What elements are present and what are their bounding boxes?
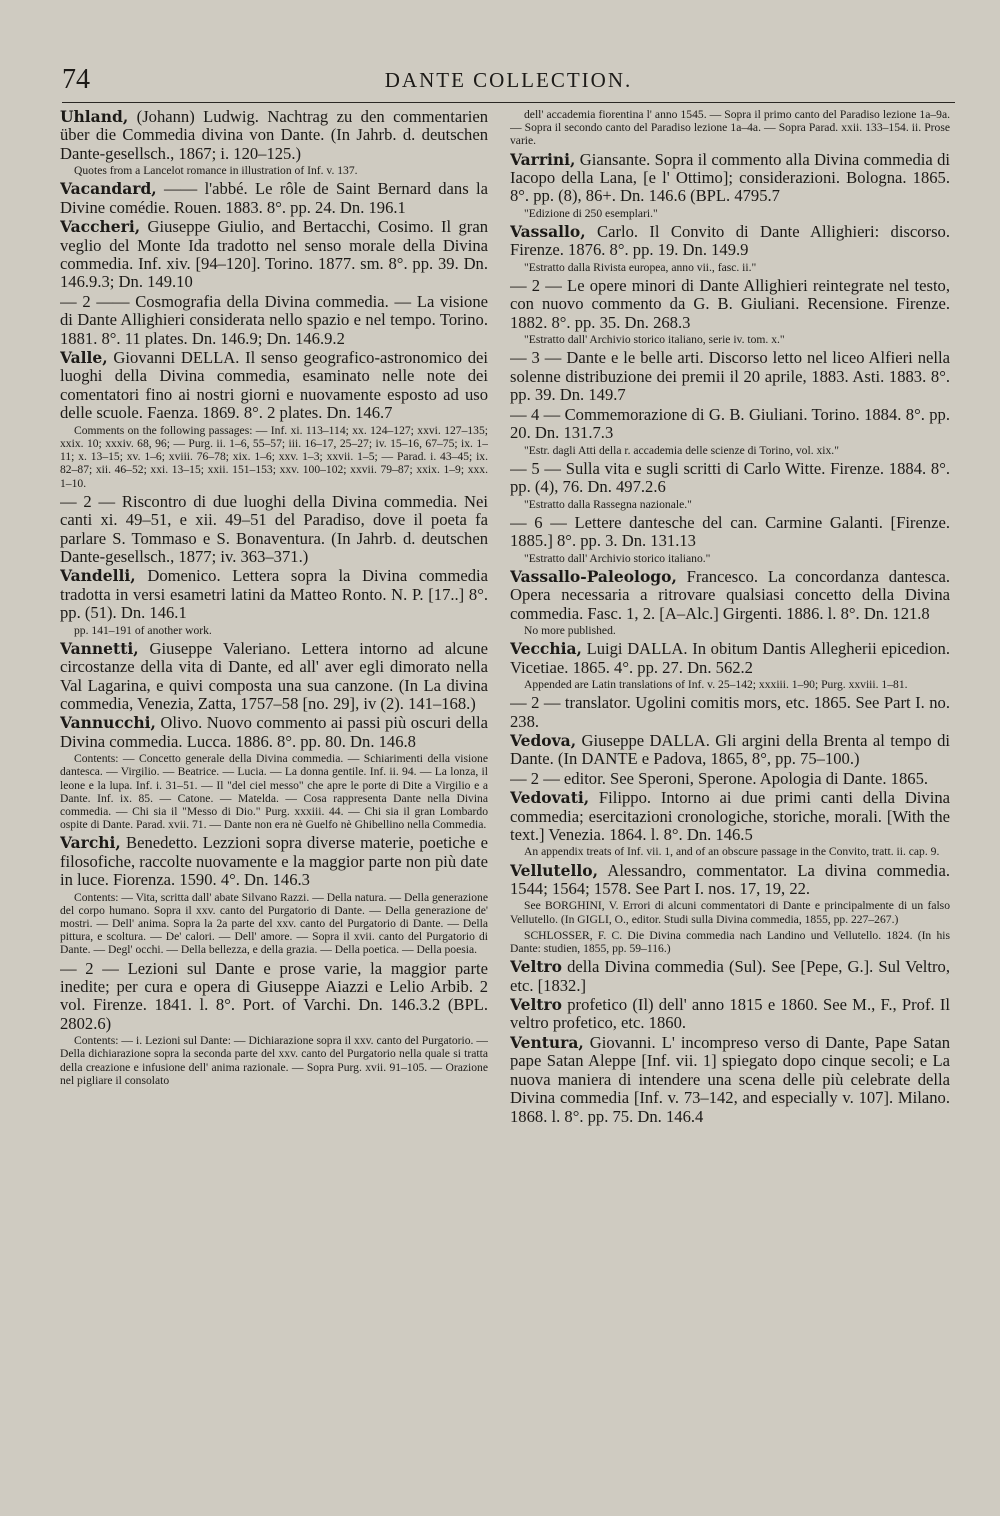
entry-heading: Vaccheri,	[60, 217, 141, 237]
entry-heading: Varchi,	[60, 833, 121, 853]
entry-text: Olivo. Nuovo commento ai passi più oscuri della Divina commedia. Lucca. 1886. 8°. pp. 80. Dn. 146.8	[60, 713, 488, 751]
entry-heading: Vassallo-Paleologo,	[510, 566, 677, 586]
entry-text: dell' accademia fiorentina l' anno 1545. — Sopra il primo canto del Paradiso lezione 1a–9a. — Sopra il secondo canto del Paradiso lezione 1a–4a. — Sopra Parad. xxii. 133–154. ii. Prose varie.	[510, 108, 950, 148]
catalog-note	[510, 444, 950, 457]
entry-text: "Estratto dall' Archivio storico italiano."	[524, 551, 711, 565]
entry-text: — 2 — Lezioni sul Dante e prose varie, la maggior parte inedite; per cura e opera di Giuseppe Aiazzi e Lelio Arbib. 2 vol. Firenze. 1841. l. 8°. Port. of Varchi. Dn. 146.3.2 (BPL. 2802.6)	[60, 958, 488, 1033]
catalog-entry	[510, 862, 950, 899]
entry-text: Francesco. La concordanza dantesca. Opera necessaria a ritrovare qualsiasi concetto della Divina commedia. Fasc. 1, 2. [A–Alc.] Girgenti. 1886. l. 8°. Dn. 121.8	[510, 566, 950, 623]
catalog-entry	[60, 714, 488, 751]
entry-text: — 2 — Le opere minori di Dante Allighieri reintegrate nel testo, con nuovo commento da G. B. Giuliani. Recensione. Firenze. 1882. 8°. pp. 35. Dn. 268.3	[510, 276, 950, 332]
entry-text: SCHLOSSER, F. C. Die Divina commedia nach Landino und Vellutello. 1824. (In his Dante: studien, 1855, pp. 59–116.)	[510, 928, 950, 956]
catalog-entry	[510, 349, 950, 404]
catalog-entry	[510, 223, 950, 260]
catalog-note	[60, 1034, 488, 1087]
entry-text: No more published.	[524, 623, 616, 637]
entry-text: "Estr. dagli Atti della r. accademia delle scienze di Torino, vol. xix."	[524, 443, 839, 457]
catalog-entry	[60, 108, 488, 163]
entry-text: Domenico. Lettera sopra la Divina commedia tradotta in versi esametri latini da Matteo Ronto. N. P. [17..] 8°. pp. (51). Dn. 146.1	[60, 566, 488, 623]
catalog-entry	[510, 460, 950, 497]
entry-heading: Vedovati,	[510, 788, 590, 808]
entry-text: — 3 — Dante e le belle arti. Discorso letto nel liceo Alfieri nella solenne distribuzione dei premii il 20 aprile, 1883. Asti. 1883. 8°. pp. 39. Dn. 149.7	[510, 348, 950, 405]
entry-text: Contents: — Concetto generale della Divina commedia. — Schiarimenti della visione dantesca. — Virgilio. — Beatrice. — Lucia. — La donna gentile. Inf. ii. 94. — La lonza, il leone e la lupa. Inf. i. 31–51. — Il "del ciel messo" che apre le porte di Dite a Virgilio e a Dante. Inf. ix. 85. — Catone. — Matelda. — Cosa rappresenta Dante nella Divina commedia. — Chi sia il "Messo di Dio." Purg. xxxiii. 44. — Chi sia il gran Lombardo ospite di Dante. Parad. xvii. 71. — Dante non era nè Guelfo nè Ghibellino nella Commedia.	[60, 752, 488, 832]
header-rule	[62, 102, 955, 103]
entry-text: Appended are Latin translations of Inf. v. 25–142; xxxiii. 1–90; Purg. xxviii. 1–81.	[524, 677, 908, 691]
catalog-entry	[510, 277, 950, 332]
catalog-note	[510, 552, 950, 565]
catalog-entry	[510, 514, 950, 551]
catalog-note	[510, 261, 950, 274]
catalog-note	[60, 752, 488, 831]
entry-text: della Divina commedia (Sul). See [Pepe, G.]. Sul Veltro, etc. [1832.]	[510, 957, 950, 995]
entry-heading: Varrini,	[510, 149, 576, 169]
entry-heading: Vannetti,	[60, 638, 139, 658]
entry-heading: Vellutello,	[510, 860, 599, 880]
catalog-entry	[60, 567, 488, 622]
entry-text: "Edizione di 250 esemplari."	[524, 206, 658, 220]
entry-text: Giovanni DELLA. Il senso geografico-astronomico dei luoghi della Divina commedia, esaminato nelle note dei comentatori fino ai nostri giorni e nuovamente esposto ad uso delle scuole. Faenza. 1869. 8°. 2 plates. Dn. 146.7	[60, 348, 488, 423]
catalog-note	[60, 164, 488, 177]
entry-heading: Veltro	[510, 957, 563, 977]
entry-text: Benedetto. Lezzioni sopra diverse materie, poetiche e filosofiche, raccolte nuovamente e la maggior parte non più date in luce. Fiorenza. 1590. 4°. Dn. 146.3	[60, 833, 488, 890]
catalog-note	[60, 424, 488, 490]
catalog-entry	[510, 1034, 950, 1126]
entry-heading: Vacandard,	[60, 179, 157, 199]
catalog-note	[510, 929, 950, 955]
catalog-entry	[510, 996, 950, 1033]
entry-text: — 2 —— Cosmografia della Divina commedia. — La visione di Dante Allighieri considerata nello spazio e nel tempo. Torino. 1881. 8°. 11 plates. Dn. 146.9; Dn. 146.9.2	[60, 291, 488, 348]
catalog-entry	[60, 834, 488, 889]
catalog-note	[510, 207, 950, 220]
catalog-note	[510, 108, 950, 148]
entry-text: Luigi DALLA. In obitum Dantis Allegherii epicedion. Vicetiae. 1865. 4°. pp. 27. Dn. 562.2	[510, 639, 950, 677]
catalog-entry	[60, 349, 488, 423]
entry-text: An appendix treats of Inf. vii. 1, and of an obscure passage in the Convito, tratt. ii. cap. 9.	[524, 845, 940, 859]
entry-heading: Uhland,	[60, 108, 129, 126]
entry-heading: Vandelli,	[60, 566, 136, 586]
entry-heading: Vassallo,	[510, 222, 586, 242]
entry-text: — 6 — Lettere dantesche del can. Carmine Galanti. [Firenze. 1885.] 8°. pp. 3. Dn. 131.13	[510, 512, 950, 551]
entry-text: — 2 — translator. Ugolini comitis mors, etc. 1865. See Part I. no. 238.	[510, 693, 950, 731]
entry-text: Comments on the following passages: — Inf. xi. 113–114; xx. 124–127; xxvi. 127–135; xxix. 10; xxxiv. 68, 96; — Purg. ii. 1–6, 55–57; iii. 16–17, 25–27; iv. 15–16, 67–75; ix. 1–11; x. 13–15; xv. 1–6; xviii. 76–78; xix. 1–6; xxv. 1–3; xxvii. 1–5; — Parad. i. 43–45; ix. 82–87; xii. 46–52; xxi. 13–15; xxii. 151–153; xxv. 100–102; xxvii. 79–87; xxix. 1–9; xxx. 1–10.	[60, 423, 488, 490]
catalog-entry	[510, 568, 950, 623]
catalog-entry	[60, 640, 488, 714]
entry-text: Giansante. Sopra il commento alla Divina commedia di Iacopo della Lana, [e l' Ottimo]; considerazioni. Bologna. 1865. 8°. pp. (8), 86+. Dn. 146.6 (BPL. 4795.7	[510, 149, 950, 206]
entry-heading: Vecchia,	[510, 639, 582, 659]
entry-heading: Veltro	[510, 995, 563, 1015]
entry-text: "Estratto dalla Rivista europea, anno vii., fasc. ii."	[524, 260, 757, 274]
entry-text: Giovanni. L' incompreso verso di Dante, Pape Satan pape Satan Aleppe [Inf. vii. 1] spiegato dopo cinque secoli; e La nuova maniera di intendere una scena delle più celebrate della Divina commedia [Inf. v. 73–142, and especially v. 107]. Milano. 1868. l. 8°. pp. 75. Dn. 146.4	[510, 1032, 950, 1126]
entry-text: (Johann) Ludwig. Nachtrag zu den commentarien über die Commedia divina von Dante. (In Jahrb. d. deutschen Dante-gesellsch., 1867; i. 120–125.)	[60, 108, 488, 163]
catalog-note	[510, 498, 950, 511]
catalog-entry	[510, 770, 950, 788]
entry-text: Contents: — i. Lezioni sul Dante: — Dichiarazione sopra il xxv. canto del Purgatorio. — Della dichiarazione sopra la seconda parte del xxv. canto del Purgatorio nella quale si tratta della creazione e infusione dell' anima razionale. — Sopra Purg. xvii. 91–105. — Orazione nel pigliare il consolato	[60, 1034, 488, 1087]
catalog-entry	[510, 732, 950, 769]
entry-text: "Estratto dall' Archivio storico italiano, serie iv. tom. x."	[524, 333, 785, 347]
entry-text: Contents: — Vita, scritta dall' abate Silvano Razzi. — Della natura. — Della generazione del corpo humano. Sopra il xxv. canto del Purgatorio di Dante. — Della generazione de' mostri. — Dell' anima. Sopra la 2a parte del xxv. canto del Purgatorio di Dante. — Della pittura, e scoltura. — De' calori. — Dell' amore. — Sopra il xvii. canto del Purgatorio di Dante. — Degl' occhi. — Della bellezza, e della grazia. — Della poetica. — Della poesia.	[60, 890, 488, 957]
catalog-entry	[510, 958, 950, 995]
catalog-entry	[60, 293, 488, 348]
catalog-entry	[510, 640, 950, 677]
entry-text: Alessandro, commentator. La divina commedia. 1544; 1564; 1578. See Part I. nos. 17, 19, 22.	[510, 860, 950, 899]
catalog-entry	[510, 151, 950, 206]
entry-text: See BORGHINI, V. Errori di alcuni commentatori di Dante e principalmente di un falso Vellutello. (In GIGLI, O., editor. Studi sulla Divina commedia, 1855, pp. 227–267.)	[510, 899, 950, 926]
catalog-entry	[510, 694, 950, 731]
catalog-entry	[510, 789, 950, 844]
left-column	[60, 108, 488, 1508]
catalog-note	[60, 624, 488, 637]
entry-text: Giuseppe Giulio, and Bertacchi, Cosimo. Il gran veglio del Monte Ida tradotto nel senso morale della Divina commedia. Inf. xiv. [94–120]. Torino. 1877. sm. 8°. pp. 39. Dn. 146.9.3; Dn. 149.10	[60, 217, 488, 292]
entry-heading: Vedova,	[510, 730, 577, 750]
entry-text: Filippo. Intorno ai due primi canti della Divina commedia; esercitazioni cronologiche, storiche, morali. [With the text.] Venezia. 1864. l. 8°. Dn. 146.5	[510, 788, 950, 845]
entry-text: pp. 141–191 of another work.	[74, 623, 212, 637]
catalog-note	[510, 333, 950, 346]
entry-heading: Ventura,	[510, 1032, 584, 1052]
catalog-note	[510, 845, 950, 858]
entry-text: —— l'abbé. Le rôle de Saint Bernard dans la Divine comédie. Rouen. 1883. 8°. pp. 24. Dn. 196.1	[60, 179, 488, 217]
catalog-note	[510, 899, 950, 925]
entry-text: — 2 — editor. See Speroni, Sperone. Apologia di Dante. 1865.	[510, 768, 929, 788]
page-header	[62, 64, 955, 98]
entry-text: Giuseppe DALLA. Gli argini della Brenta al tempo di Dante. (In DANTE e Padova, 1865, 8°, pp. 75–100.)	[510, 730, 950, 769]
catalog-entry	[60, 218, 488, 292]
catalog-entry	[60, 180, 488, 217]
entry-heading: Vannucchi,	[60, 713, 156, 733]
catalog-entry	[60, 493, 488, 567]
running-title: DANTE COLLECTION.	[384, 68, 633, 92]
entry-text: Quotes from a Lancelot romance in illustration of Inf. v. 137.	[74, 164, 358, 178]
catalog-entry	[60, 960, 488, 1034]
entry-text: profetico (Il) dell' anno 1815 e 1860. See M., F., Prof. Il veltro profetico, etc. 1860.	[510, 995, 950, 1033]
entry-text: — 4 — Commemorazione di G. B. Giuliani. Torino. 1884. 8°. pp. 20. Dn. 131.7.3	[510, 404, 950, 443]
entry-text: — 2 — Riscontro di due luoghi della Divina commedia. Nei canti xi. 49–51, e xii. 49–51 del Paradiso, dove il poeta fa parlare S. Tommaso e S. Bonaventura. (In Jahrb. d. deutschen Dante-gesellsch., 1877; iv. 363–371.)	[60, 491, 488, 566]
page-number: 74	[62, 64, 90, 95]
catalog-entry	[510, 406, 950, 443]
entry-text: Carlo. Il Convito di Dante Allighieri: discorso. Firenze. 1876. 8°. pp. 19. Dn. 149.9	[510, 222, 950, 260]
catalog-note	[510, 678, 950, 691]
right-column	[510, 108, 950, 1508]
entry-text: "Estratto dalla Rassegna nazionale."	[524, 497, 692, 511]
entry-heading: Valle,	[60, 348, 108, 368]
entry-text: Giuseppe Valeriano. Lettera intorno ad alcune circostanze della vita di Dante, ed all' aver egli dimorato nella Val Lagarina, e quivi composta una sua canzone. (In La divina commedia, Venezia, Zatta, 1757–58 [no. 29], iv (2). 141–168.)	[60, 638, 488, 713]
entry-text: — 5 — Sulla vita e sugli scritti di Carlo Witte. Firenze. 1884. 8°. pp. (4), 76. Dn. 497.2.6	[510, 458, 950, 497]
catalog-note	[60, 891, 488, 957]
catalog-note	[510, 624, 950, 637]
